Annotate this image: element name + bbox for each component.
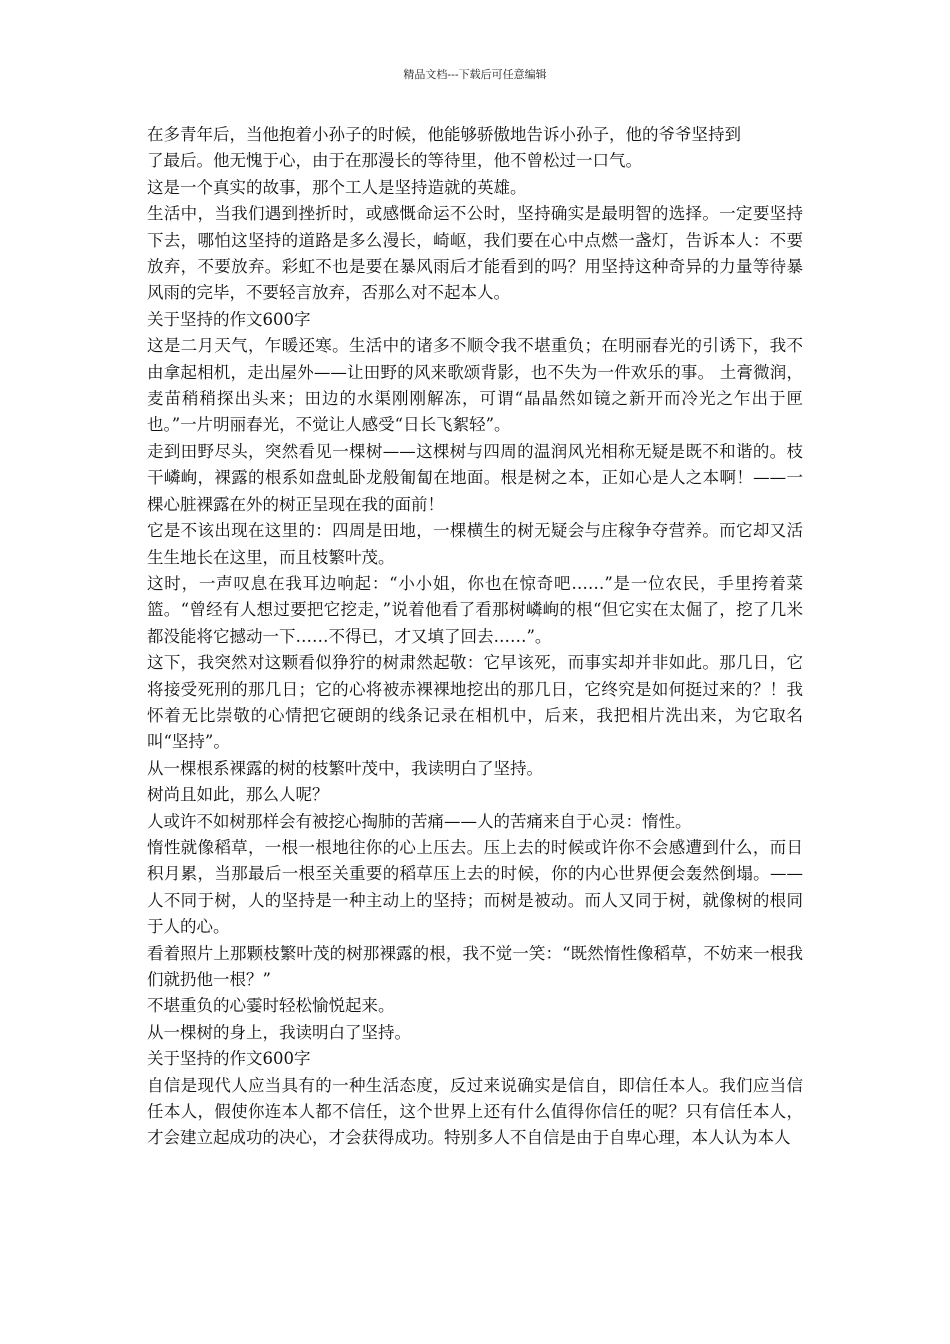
paragraph: 人或许不如树那样会有被挖心掏肺的苦痛——人的苦痛来自于心灵：惰性。 xyxy=(147,811,692,831)
paragraph: 它是不该出现在这里的：四周是田地，一棵横生的树无疑会与庄稼争夺营养。而它却又活生生地长在这里，而且枝繁叶茂。 xyxy=(147,521,803,567)
paragraph: 自信是现代人应当具有的一种生活态度，反过来说确实是信自，即信任本人。我们应当信任本人，假使你连本人都不信任，这个世界上还有什么值得你信任的呢？只有信任本人，才会建立起成功的决心，才会获得成功。特别多人不自信是由于自卑心理，本人认为本人 xyxy=(147,1075,803,1148)
paragraph: 从一棵树的身上，我读明白了坚持。 xyxy=(147,1022,411,1042)
paragraph: 这是二月天气，乍暖还寒。生活中的诸多不顺令我不堪重负；在明丽春光的引诱下，我不由拿起相机，走出屋外——让田野的风来歌颂背影，也不失为一件欢乐的事。 土膏微润，麦苗稍稍探出头来；田边的水渠刚刚解冻，可谓“晶晶然如镜之新开而冷光之乍出于匣也。”一片明丽春光，不觉让人感受“日长飞絮轻”。 xyxy=(147,336,803,435)
paragraph: 这时，一声叹息在我耳边响起：“小小姐，你也在惊奇吧……”是一位农民，手里挎着菜篮。“曾经有人想过要把它挖走，”说着他看了看那树嶙峋的根“但它实在太倔了，挖了几米都没能将它撼动一下……不得已，才又填了回去……”。 xyxy=(147,573,803,646)
paragraph: 生活中，当我们遇到挫折时，或感慨命运不公时，坚持确实是最明智的选择。一定要坚持下去，哪怕这坚持的道路是多么漫长，崎岖，我们要在心中点燃一盏灯，告诉本人：不要放弃，不要放弃。彩虹不也是要在暴风雨后才能看到的吗？用坚持这种奇异的力量等待暴风雨的完毕，不要轻言放弃，否那么对不起本人。 xyxy=(147,204,803,303)
section-title: 关于坚持的作文600字 xyxy=(147,1049,311,1069)
page-header: 精品文档---下载后可任意编辑 xyxy=(403,68,547,81)
paragraph: 看着照片上那颗枝繁叶茂的树那裸露的根，我不觉一笑：“既然惰性像稻草，不妨来一根我们就扔他一根？” xyxy=(147,943,803,989)
section-title: 关于坚持的作文600字 xyxy=(147,309,311,329)
paragraph: 树尚且如此，那么人呢？ xyxy=(147,785,329,805)
document-body xyxy=(147,122,803,1152)
paragraph: 这是一个真实的故事，那个工人是坚持造就的英雄。 xyxy=(147,177,527,197)
paragraph: 这下，我突然对这颗看似狰狞的树肃然起敬：它早该死，而事实却并非如此。那几日，它将接受死刑的那几日；它的心将被赤裸裸地挖出的那几日，它终究是如何挺过来的？！我怀着无比崇敬的心情把它硬朗的线条记录在相机中，后来，我把相片洗出来，为它取名叫“坚持”。 xyxy=(147,653,803,752)
paragraph: 了最后。他无愧于心，由于在那漫长的等待里，他不曾松过一口气。 xyxy=(147,151,642,171)
paragraph: 惰性就像稻草，一根一根地往你的心上压去。压上去的时候或许你不会感遭到什么，而日积月累，当那最后一根至关重要的稻草压上去的时候，你的内心世界便会轰然倒塌。——人不同于树，人的坚持是一种主动上的坚持；而树是被动。而人又同于树，就像树的根同于人的心。 xyxy=(147,837,803,937)
paragraph: 不堪重负的心霎时轻松愉悦起来。 xyxy=(147,996,395,1016)
paragraph: 从一棵根系裸露的树的枝繁叶茂中，我读明白了坚持。 xyxy=(147,758,543,778)
paragraph: 在多青年后，当他抱着小孙子的时候，他能够骄傲地告诉小孙子，他的爷爷坚持到 xyxy=(147,125,741,144)
paragraph: 走到田野尽头，突然看见一棵树——这棵树与四周的温润风光相称无疑是既不和谐的。枝干嶙峋，裸露的根系如盘虬卧龙般匍匐在地面。根是树之本，正如心是人之本啊！——一棵心脏裸露在外的树正呈现在我的面前！ xyxy=(147,441,803,514)
